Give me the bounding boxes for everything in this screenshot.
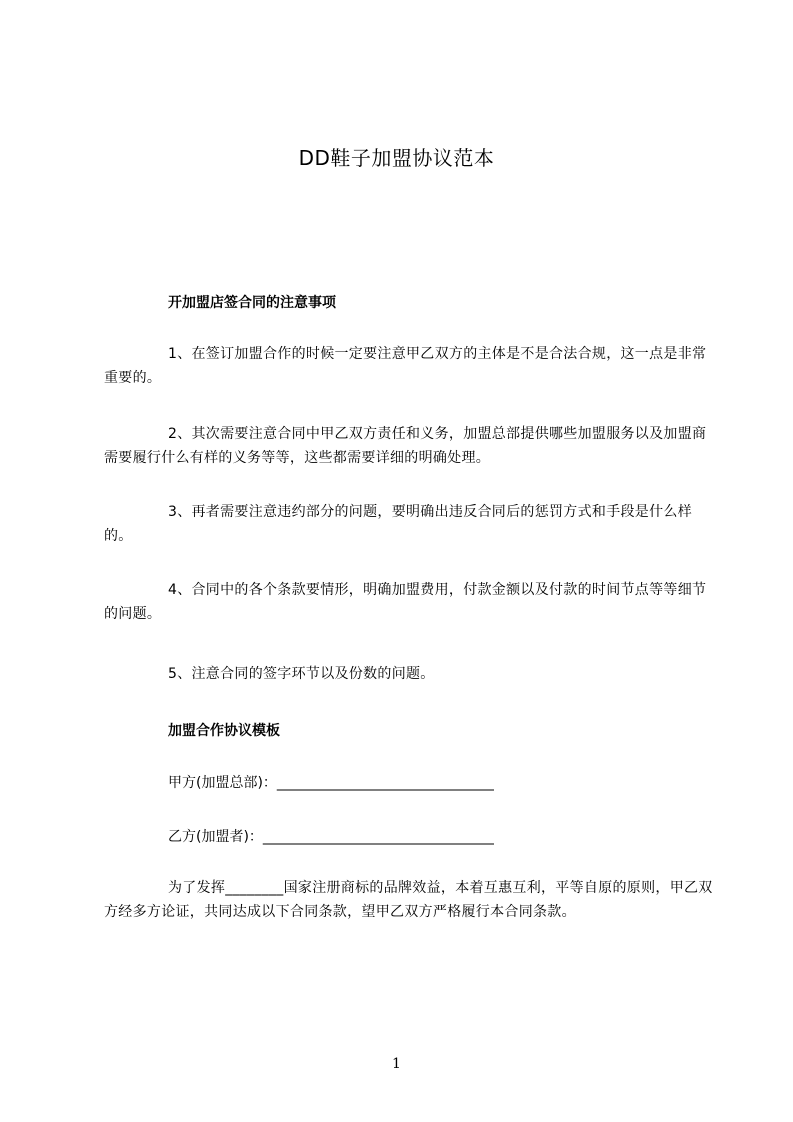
note-item-1: 1、在签订加盟合作的时候一定要注意甲乙双方的主体是不是合法合规，这一点是非常重要的。 <box>104 346 707 386</box>
note-item-4: 4、合同中的各个条款要情形，明确加盟费用，付款金额以及付款的时间节点等等细节的问题。 <box>104 582 707 622</box>
document-title: DD鞋子加盟协议范本 <box>298 146 495 170</box>
party-a-line: 甲方(加盟总部)：_______________________________ <box>168 775 494 791</box>
party-b-line: 乙方(加盟者)：_________________________________ <box>168 829 494 845</box>
note-item-2: 2、其次需要注意合同中甲乙双方责任和义务，加盟总部提供哪些加盟服务以及加盟商需要履行什么有样的义务等等，这些都需要详细的明确处理。 <box>104 426 707 466</box>
section-heading-template: 加盟合作协议模板 <box>168 723 280 739</box>
preamble-paragraph: 为了发挥________国家注册商标的品牌效益，本着互惠互利，平等自原的原则，甲乙双方经多方论证，共同达成以下合同条款，望甲乙双方严格履行本合同条款。 <box>104 880 713 920</box>
note-item-5: 5、注意合同的签字环节以及份数的问题。 <box>168 666 435 682</box>
note-item-3: 3、再者需要注意违约部分的问题，要明确出违反合同后的惩罚方式和手段是什么样的。 <box>104 504 693 544</box>
section-heading-notes: 开加盟店签合同的注意事项 <box>168 295 336 311</box>
page-number: 1 <box>392 1056 401 1072</box>
